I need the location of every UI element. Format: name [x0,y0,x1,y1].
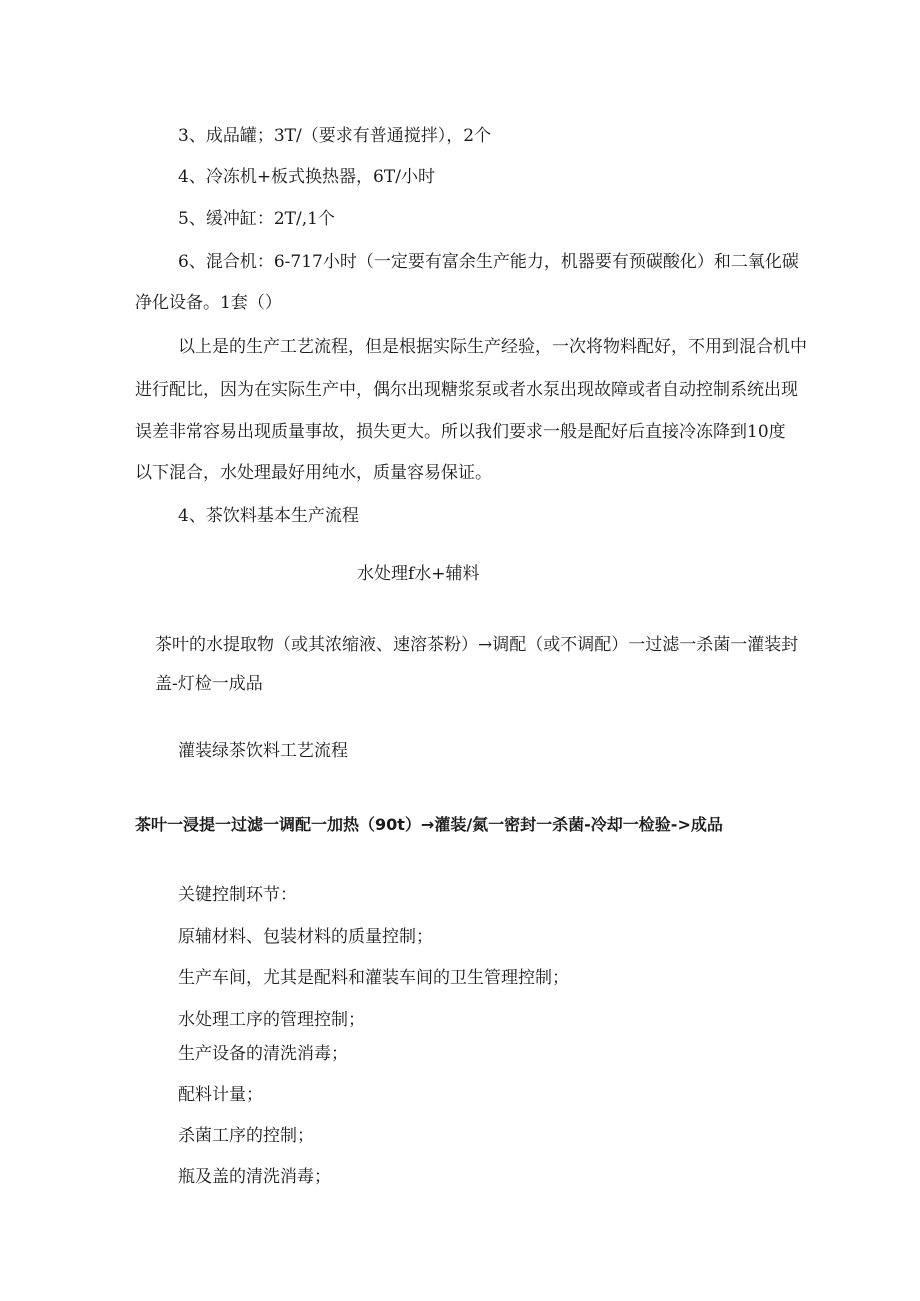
equipment-item-4: 4、冷冻机+板式换热器，6T/小时 [178,167,435,187]
paragraph-line-2: 进行配比，因为在实际生产中，偶尔出现糖浆泵或者水泵出现故障或者自动控制系统出现 [135,380,798,400]
control-point-2: 生产车间，尤其是配料和灌装车间的卫生管理控制； [178,968,569,988]
tea-flow-top: 水处理f水+辅料 [357,564,480,584]
equipment-item-6-cont: 净化设备。1套（） [135,293,282,313]
equipment-item-6: 6、混合机：6-717小时（一定要有富余生产能力，机器要有预碳酸化）和二氧化碳 [178,252,799,272]
paragraph-line-4: 以下混合，水处理最好用纯水，质量容易保证。 [135,463,492,483]
control-point-3: 水处理工序的管理控制； [178,1010,365,1030]
tea-flow-line-2: 盖-灯检一成品 [155,674,263,694]
equipment-item-5: 5、缓冲缸：2T/,1个 [178,209,335,229]
tea-process-heading: 4、茶饮料基本生产流程 [178,506,359,526]
green-tea-heading: 灌装绿茶饮料工艺流程 [178,741,348,761]
control-point-5: 配料计量； [178,1085,263,1105]
green-tea-flow: 茶叶一浸提一过滤一调配一加热（90t）→灌装/氮一密封一杀菌-冷却一检验->成品 [135,815,723,834]
control-point-1: 原辅材料、包装材料的质量控制； [178,927,433,947]
control-point-7: 瓶及盖的清洗消毒； [178,1167,331,1187]
control-points-heading: 关键控制环节： [178,885,297,905]
equipment-item-3: 3、成品罐；3T/（要求有普通搅拌），2个 [178,126,492,146]
paragraph-line-3: 误差非常容易出现质量事故，损失更大。所以我们要求一般是配好后直接冷冻降到10度 [135,422,786,442]
control-point-4: 生产设备的清洗消毒； [178,1044,348,1064]
tea-flow-line-1: 茶叶的水提取物（或其浓缩液、速溶茶粉）→调配（或不调配）一过滤一杀菌一灌装封 [155,635,799,655]
paragraph-line-1: 以上是的生产工艺流程，但是根据实际生产经验，一次将物料配好，不用到混合机中 [178,337,807,357]
control-point-6: 杀菌工序的控制； [178,1126,314,1146]
